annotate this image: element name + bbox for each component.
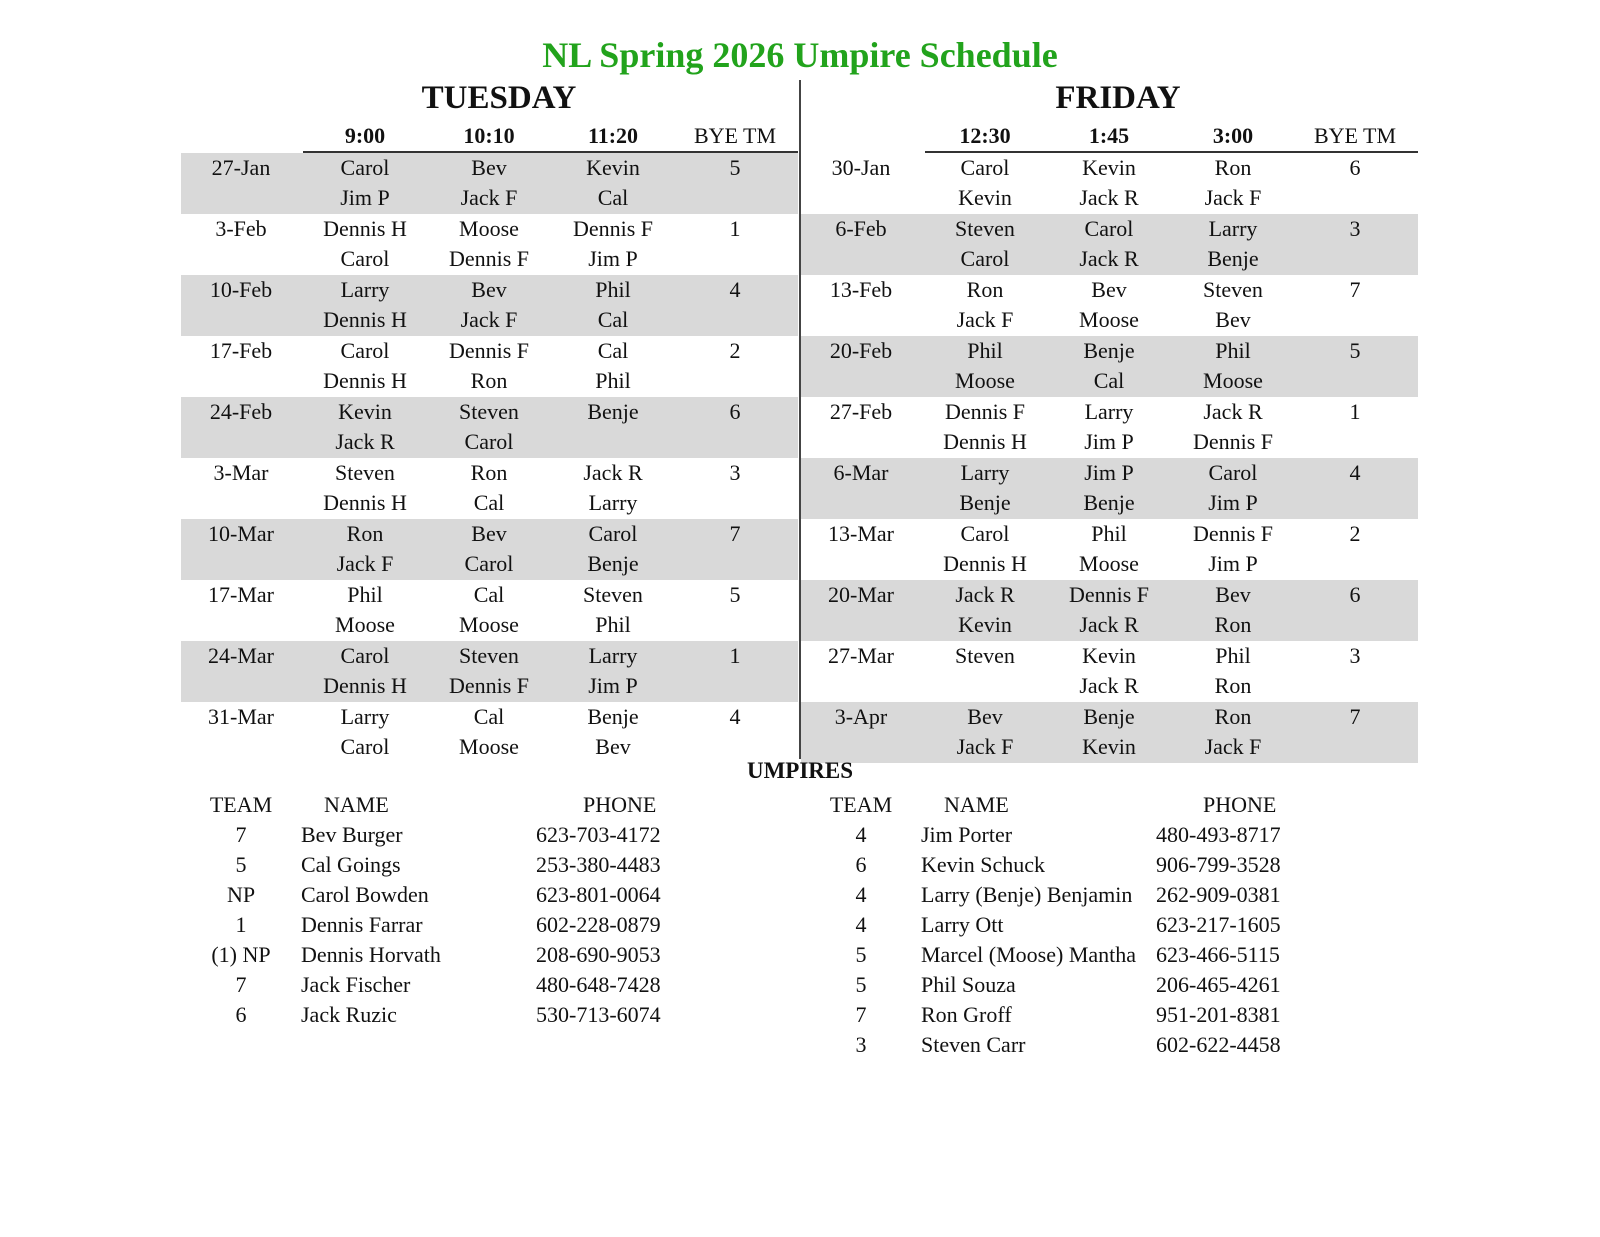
umpire-assignment: Carol [340,338,390,363]
umpire-assignment: Carol [960,246,1010,271]
umpire-team: 7 [235,822,247,847]
time-header: 11:20 [587,123,639,148]
umpire-assignment: Jim P [1208,490,1258,515]
umpire-assignment: Bev [967,704,1003,729]
umpire-assignment: Ron [1214,704,1252,729]
umpire-phone: 208-690-9053 [536,942,661,967]
umpire-assignment: Jack R [1079,246,1139,271]
friday-heading: FRIDAY [1055,80,1181,116]
schedule-row [181,336,798,397]
umpire-assignment: Steven [583,582,643,607]
schedule-row [181,580,798,641]
umpire-assignment: Kevin [958,185,1012,210]
umpire-assignment: Jim P [588,673,638,698]
bye-team: 7 [1349,704,1361,729]
umpire-phone: 906-799-3528 [1156,852,1281,877]
bye-team: 6 [1349,155,1361,180]
time-header: 9:00 [344,123,386,148]
umpire-name: Phil Souza [921,972,1016,997]
umpire-assignment: Jim P [588,246,638,271]
umpire-assignment: Bev [1215,582,1251,607]
bye-team: 4 [729,704,741,729]
umpire-assignment: Jack F [460,185,518,210]
game-date: 13-Mar [828,521,894,546]
schedule-row [801,275,1418,336]
umpire-assignment: Kevin [1082,643,1136,668]
team-column-header: TEAM [209,792,273,817]
umpire-name: Cal Goings [301,852,401,877]
umpire-assignment: Ron [1214,155,1252,180]
game-date: 10-Feb [209,277,273,302]
schedule-row [181,458,798,519]
umpire-assignment: Benje [587,704,639,729]
umpire-assignment: Benje [1207,246,1259,271]
umpire-assignment: Ron [1214,612,1252,637]
umpire-assignment: Larry [960,460,1010,485]
umpire-assignment: Bev [1215,307,1251,332]
bye-team: 5 [1349,338,1361,363]
umpire-team: 5 [855,972,867,997]
friday-header-row [801,121,1418,153]
schedule-row [801,214,1418,275]
game-date: 27-Feb [829,399,893,424]
schedule-row [181,214,798,275]
schedule-row [181,153,798,214]
umpire-assignment: Dennis F [1192,429,1274,454]
umpire-assignment: Dennis F [1192,521,1274,546]
umpire-assignment: Carol [340,246,390,271]
umpire-assignment: Larry [1208,216,1258,241]
schedule-row [181,641,798,702]
umpire-assignment: Carol [960,155,1010,180]
game-date: 24-Feb [209,399,273,424]
game-date: 27-Mar [828,643,894,668]
bye-team: 5 [729,155,741,180]
bye-team: 2 [1349,521,1361,546]
umpire-assignment: Kevin [338,399,392,424]
bye-team: 3 [729,460,741,485]
game-date: 6-Feb [835,216,887,241]
umpire-assignment: Moose [335,612,395,637]
umpire-assignment: Moose [1203,368,1263,393]
bye-team-header: BYE TM [693,123,777,148]
umpire-assignment: Bev [471,521,507,546]
umpire-assignment: Steven [955,216,1015,241]
umpire-assignment: Dennis H [323,368,407,393]
umpire-assignment: Phil [967,338,1003,363]
game-date: 10-Mar [208,521,274,546]
umpire-assignment: Cal [597,338,629,363]
umpire-assignment: Jack F [460,307,518,332]
bye-team: 2 [729,338,741,363]
umpire-assignment: Dennis F [448,673,530,698]
umpire-assignment: Ron [346,521,384,546]
umpire-name: Jim Porter [921,822,1013,847]
umpire-assignment: Jim P [1084,429,1134,454]
umpire-assignment: Carol [340,155,390,180]
umpire-assignment: Steven [459,399,519,424]
umpire-name: Larry Ott [921,912,1004,937]
schedule-row [801,641,1418,702]
umpire-assignment: Moose [459,612,519,637]
umpire-assignment: Dennis F [448,246,530,271]
umpire-assignment: Carol [960,521,1010,546]
game-date: 3-Apr [834,704,888,729]
umpire-assignment: Dennis F [448,338,530,363]
umpire-assignment: Moose [1079,307,1139,332]
umpire-name: Larry (Benje) Benjamin [921,882,1133,907]
umpire-assignment: Jack R [1079,612,1139,637]
umpire-assignment: Bev [471,277,507,302]
umpire-assignment: Carol [1084,216,1134,241]
name-column-header: NAME [944,792,1009,817]
tuesday-schedule [181,121,798,763]
schedule-row [801,153,1418,214]
umpire-name: Carol Bowden [301,882,429,907]
umpire-name: Steven Carr [921,1032,1026,1057]
umpire-phone: 623-217-1605 [1156,912,1281,937]
game-date: 17-Mar [208,582,274,607]
umpire-name: Jack Fischer [301,972,411,997]
umpire-assignment: Dennis F [944,399,1026,424]
umpire-assignment: Jack R [335,429,395,454]
schedule-row [801,458,1418,519]
tuesday-header-row [181,121,798,153]
umpire-name: Ron Groff [921,1002,1012,1027]
bye-team: 4 [729,277,741,302]
umpire-team: 7 [855,1002,867,1027]
umpire-assignment: Phil [347,582,383,607]
umpire-assignment: Ron [1214,673,1252,698]
umpire-assignment: Moose [459,734,519,759]
umpire-assignment: Cal [473,490,505,515]
umpire-phone: 602-228-0879 [536,912,661,937]
game-date: 30-Jan [831,155,891,180]
umpire-assignment: Larry [1084,399,1134,424]
bye-team: 1 [729,643,741,668]
umpire-assignment: Cal [473,704,505,729]
umpire-assignment: Jack F [1204,734,1262,759]
umpire-assignment: Jack R [1079,185,1139,210]
umpire-assignment: Carol [588,521,638,546]
umpire-team: NP [226,882,256,907]
umpire-team: 1 [235,912,247,937]
bye-team-header: BYE TM [1313,123,1397,148]
umpire-name: Dennis Horvath [301,942,441,967]
game-date: 31-Mar [208,704,274,729]
umpire-assignment: Kevin [586,155,640,180]
umpire-team: 4 [855,882,867,907]
time-header: 12:30 [959,123,1011,148]
phone-column-header: PHONE [583,792,657,817]
umpire-name: Bev Burger [301,822,403,847]
schedule-row [181,519,798,580]
umpires-heading: UMPIRES [746,758,854,783]
umpire-team: 3 [855,1032,867,1057]
umpire-assignment: Steven [1203,277,1263,302]
umpire-assignment: Jim P [340,185,390,210]
bye-team: 7 [729,521,741,546]
umpire-assignment: Jack R [1203,399,1263,424]
umpire-assignment: Bev [595,734,631,759]
game-date: 3-Feb [215,216,267,241]
umpire-assignment: Ron [470,460,508,485]
bye-team: 6 [729,399,741,424]
schedule-row [181,702,798,763]
time-header: 1:45 [1088,123,1130,148]
schedule-row [801,397,1418,458]
umpire-assignment: Jack F [956,307,1014,332]
umpire-assignment: Steven [955,643,1015,668]
umpire-assignment: Ron [966,277,1004,302]
schedule-row [181,275,798,336]
umpire-assignment: Dennis H [323,673,407,698]
umpire-assignment: Bev [471,155,507,180]
umpire-assignment: Cal [473,582,505,607]
umpire-assignment: Benje [1083,704,1135,729]
umpire-assignment: Cal [1093,368,1125,393]
team-column-header: TEAM [829,792,893,817]
umpire-phone: 951-201-8381 [1156,1002,1281,1027]
umpire-assignment: Jack F [1204,185,1262,210]
umpire-team: 6 [855,852,867,877]
game-date: 20-Mar [828,582,894,607]
umpire-assignment: Jim P [1084,460,1134,485]
umpire-phone: 480-648-7428 [536,972,661,997]
umpire-assignment: Carol [1208,460,1258,485]
umpire-assignment: Steven [335,460,395,485]
umpire-assignment: Benje [959,490,1011,515]
name-column-header: NAME [324,792,389,817]
umpire-assignment: Dennis H [323,490,407,515]
umpire-team: 4 [855,912,867,937]
umpire-assignment: Phil [595,612,631,637]
game-date: 3-Mar [213,460,269,485]
umpire-assignment: Jack F [336,551,394,576]
game-date: 20-Feb [829,338,893,363]
umpire-assignment: Benje [1083,490,1135,515]
umpire-name: Dennis Farrar [301,912,423,937]
umpire-assignment: Cal [597,307,629,332]
umpire-assignment: Carol [340,734,390,759]
umpire-assignment: Larry [340,704,390,729]
umpire-assignment: Larry [588,490,638,515]
umpire-assignment: Jack R [583,460,643,485]
umpire-team: 4 [855,822,867,847]
game-date: 24-Mar [208,643,274,668]
umpire-assignment: Benje [587,551,639,576]
umpire-team: 7 [235,972,247,997]
umpire-assignment: Moose [955,368,1015,393]
umpire-name: Marcel (Moose) Mantha [921,942,1137,967]
time-header: 10:10 [463,123,515,148]
umpire-assignment: Kevin [1082,155,1136,180]
umpire-team: 6 [235,1002,247,1027]
umpire-phone: 623-466-5115 [1156,942,1280,967]
bye-team: 3 [1349,216,1361,241]
umpire-assignment: Moose [1079,551,1139,576]
umpire-team: 5 [855,942,867,967]
game-date: 6-Mar [833,460,889,485]
game-date: 27-Jan [211,155,271,180]
umpire-phone: 623-703-4172 [536,822,661,847]
umpire-assignment: Jack R [955,582,1015,607]
umpire-phone: 530-713-6074 [536,1002,661,1027]
schedule-row [801,702,1418,763]
umpire-phone: 253-380-4483 [536,852,661,877]
umpire-assignment: Phil [595,368,631,393]
umpire-assignment: Jim P [1208,551,1258,576]
umpire-assignment: Phil [1091,521,1127,546]
umpire-team: 5 [235,852,247,877]
schedule-row [801,336,1418,397]
umpire-assignment: Jack R [1079,673,1139,698]
umpire-assignment: Steven [459,643,519,668]
page-title: NL Spring 2026 Umpire Schedule [542,35,1058,75]
umpire-name: Jack Ruzic [301,1002,397,1027]
umpire-assignment: Phil [1215,643,1251,668]
umpire-assignment: Larry [340,277,390,302]
umpire-assignment: Moose [459,216,519,241]
umpire-assignment: Benje [587,399,639,424]
umpire-assignment: Dennis H [943,551,1027,576]
umpire-assignment: Dennis F [572,216,654,241]
umpire-assignment: Carol [464,429,514,454]
umpire-assignment: Larry [588,643,638,668]
bye-team: 1 [729,216,741,241]
time-header: 3:00 [1212,123,1254,148]
umpire-assignment: Dennis H [323,307,407,332]
umpire-assignment: Carol [464,551,514,576]
umpire-assignment: Phil [1215,338,1251,363]
umpire-assignment: Bev [1091,277,1127,302]
game-date: 17-Feb [209,338,273,363]
umpire-assignment: Cal [597,185,629,210]
umpire-assignment: Kevin [1082,734,1136,759]
schedule-row [181,397,798,458]
bye-team: 6 [1349,582,1361,607]
bye-team: 1 [1349,399,1361,424]
umpire-assignment: Dennis H [323,216,407,241]
bye-team: 4 [1349,460,1361,485]
umpire-name: Kevin Schuck [921,852,1046,877]
umpire-assignment: Kevin [958,612,1012,637]
schedule-row [801,580,1418,641]
umpire-assignment: Phil [595,277,631,302]
umpire-phone: 602-622-4458 [1156,1032,1281,1057]
umpire-assignment: Carol [340,643,390,668]
tuesday-heading: TUESDAY [421,80,577,116]
umpire-assignment: Jack F [956,734,1014,759]
bye-team: 7 [1349,277,1361,302]
umpire-team: (1) NP [211,942,271,967]
friday-schedule [801,121,1418,763]
umpire-assignment: Benje [1083,338,1135,363]
umpire-assignment: Dennis F [1068,582,1150,607]
umpire-assignment: Dennis H [943,429,1027,454]
bye-team: 5 [729,582,741,607]
phone-column-header: PHONE [1203,792,1277,817]
umpire-phone: 480-493-8717 [1156,822,1281,847]
bye-team: 3 [1349,643,1361,668]
game-date: 13-Feb [829,277,893,302]
umpire-phone: 206-465-4261 [1156,972,1281,997]
umpire-assignment: Ron [470,368,508,393]
umpire-phone: 262-909-0381 [1156,882,1281,907]
schedule-row [801,519,1418,580]
umpire-phone: 623-801-0064 [536,882,661,907]
